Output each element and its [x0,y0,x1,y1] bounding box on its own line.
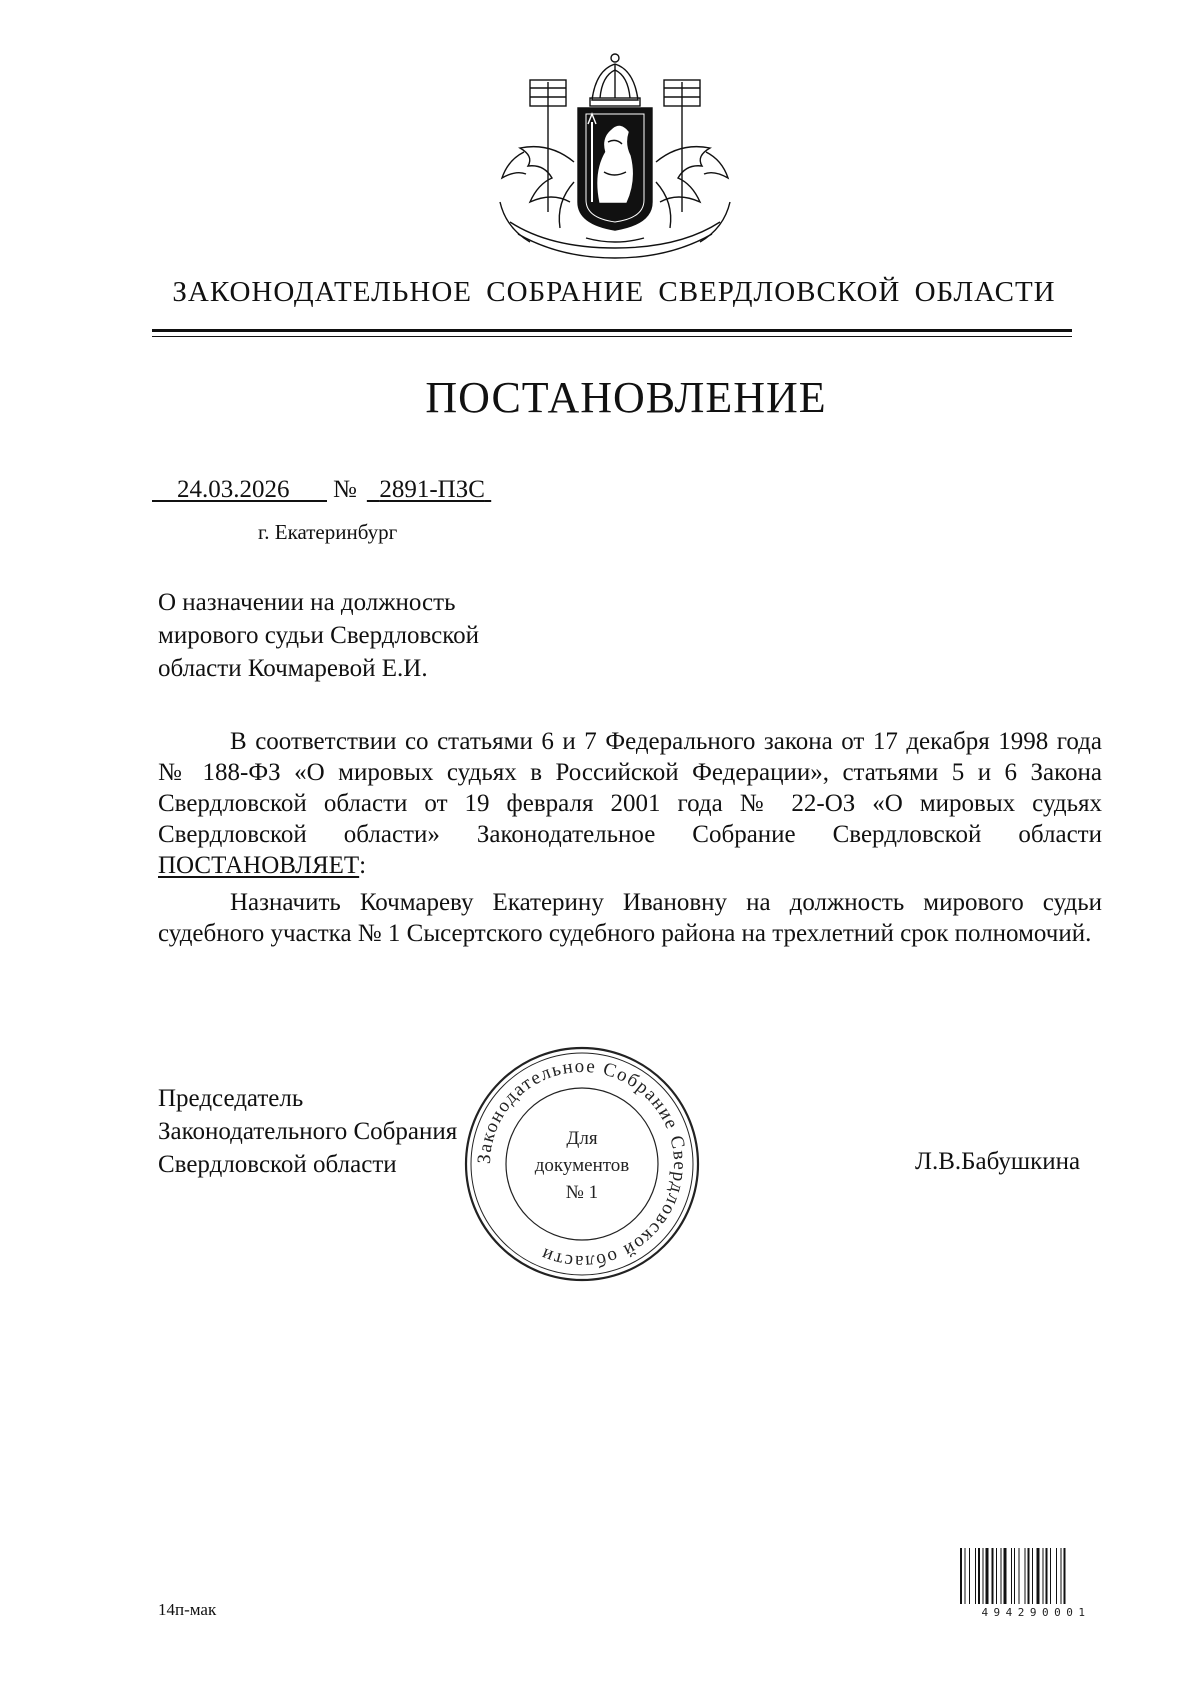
city: г. Екатеринбург [258,520,398,544]
registration-number-field [367,476,491,503]
resolves-keyword: ПОСТАНОВЛЯЕТ [158,852,360,879]
stamp-center-line: № 1 [565,1182,599,1203]
footer-code: 14п-мак [158,1600,217,1619]
document-type: ПОСТАНОВЛЕНИЕ [425,373,827,422]
header-rule-thick [152,329,1072,332]
number-sign: № [333,476,357,503]
subject-line: области Кочмаревой Е.И. [158,655,428,682]
signer-position-line: Председатель [158,1085,304,1112]
signer-position-line: Законодательного Собрания [158,1118,458,1145]
document-body [158,726,1102,955]
registration-number: 2891-ПЗС [379,476,485,503]
barcode-icon [960,1548,1112,1604]
stamp-ring-text: Законодательное Собрание Свердловской области [473,1055,691,1273]
subject-line: О назначении на должность [158,589,456,616]
registration-date-field [152,476,327,503]
header-rule-thin [152,336,1072,337]
stamp-center-line: документов [534,1155,630,1176]
subject-line: мирового судьи Свердловской [158,622,479,649]
stamp-center-line: Для [566,1128,598,1149]
official-stamp [462,1044,702,1284]
signer-position [158,1082,457,1181]
document-subject [158,586,618,685]
registration-line [152,476,491,504]
registration-date: 24.03.2026 [177,476,290,503]
sverdlovsk-coat-of-arms-icon [490,52,740,264]
signer-name: Л.В.Бабушкина [915,1148,1081,1175]
organization-name: ЗАКОНОДАТЕЛЬНОЕ СОБРАНИЕ СВЕРДЛОВСКОЙ ОБЛАСТИ [172,276,1056,308]
preamble-colon: : [359,852,367,879]
body-paragraph-decision: Назначить Кочмареву Екатерину Ивановну на должность мирового судьи судебного участка № 1 Сысертского судебного района на трехлетний срок полномочий. [158,889,1102,947]
signer-position-line: Свердловской области [158,1151,397,1178]
body-paragraph-preamble [158,726,1102,881]
preamble-text: В соответствии со статьями 6 и 7 Федерального закона от 17 декабря 1998 года № 188-ФЗ «О мировых судьях в Российской Федерации», статьями 5 и 6 Закона Свердловской области от 19 февраля 2001 года № 22-ОЗ «О мировых судьях Свердловской области» Законодательное Собрание Свердловской области [158,728,1102,848]
barcode-digits: 494290001 [981,1606,1091,1619]
